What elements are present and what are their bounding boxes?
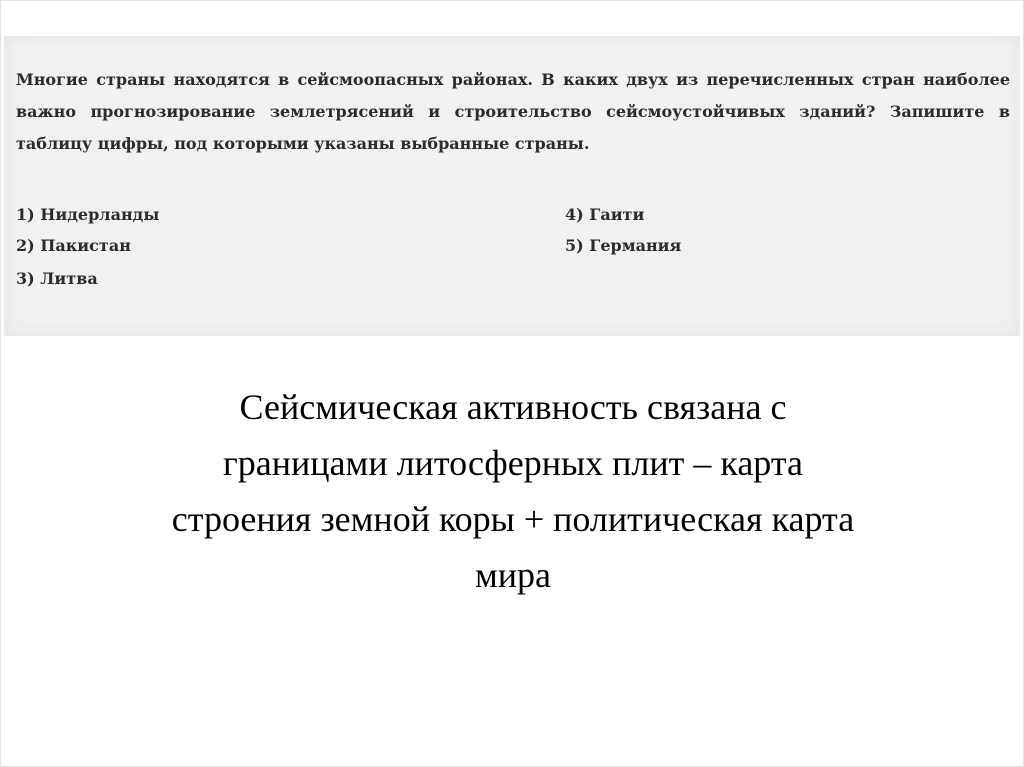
answer-options-list bbox=[16, 200, 1010, 310]
scanned-task-image bbox=[4, 36, 1020, 336]
explanation-line: границами литосферных плит – карта bbox=[223, 443, 803, 483]
task-question-text: Многие страны находятся в сейсмоопасных районах. В каких двух из перечисленных стран наиболее важно прогнозирование землетрясений и строительство сейсмоустойчивых зданий? Запишите в таблицу цифры, под которыми указаны выбранные страны. bbox=[16, 70, 1010, 153]
option-lithuania: 3) Литва bbox=[16, 269, 98, 288]
option-germany: 5) Германия bbox=[565, 236, 682, 255]
explanation-text bbox=[61, 379, 965, 603]
explanation-line: строения земной коры + политическая карта bbox=[171, 499, 855, 539]
option-netherlands: 1) Нидерланды bbox=[16, 205, 160, 224]
explanation-line: Сейсмическая активность связана с bbox=[239, 387, 787, 427]
option-haiti: 4) Гаити bbox=[565, 205, 645, 224]
explanation-line: мира bbox=[474, 555, 552, 595]
option-pakistan: 2) Пакистан bbox=[16, 236, 131, 255]
